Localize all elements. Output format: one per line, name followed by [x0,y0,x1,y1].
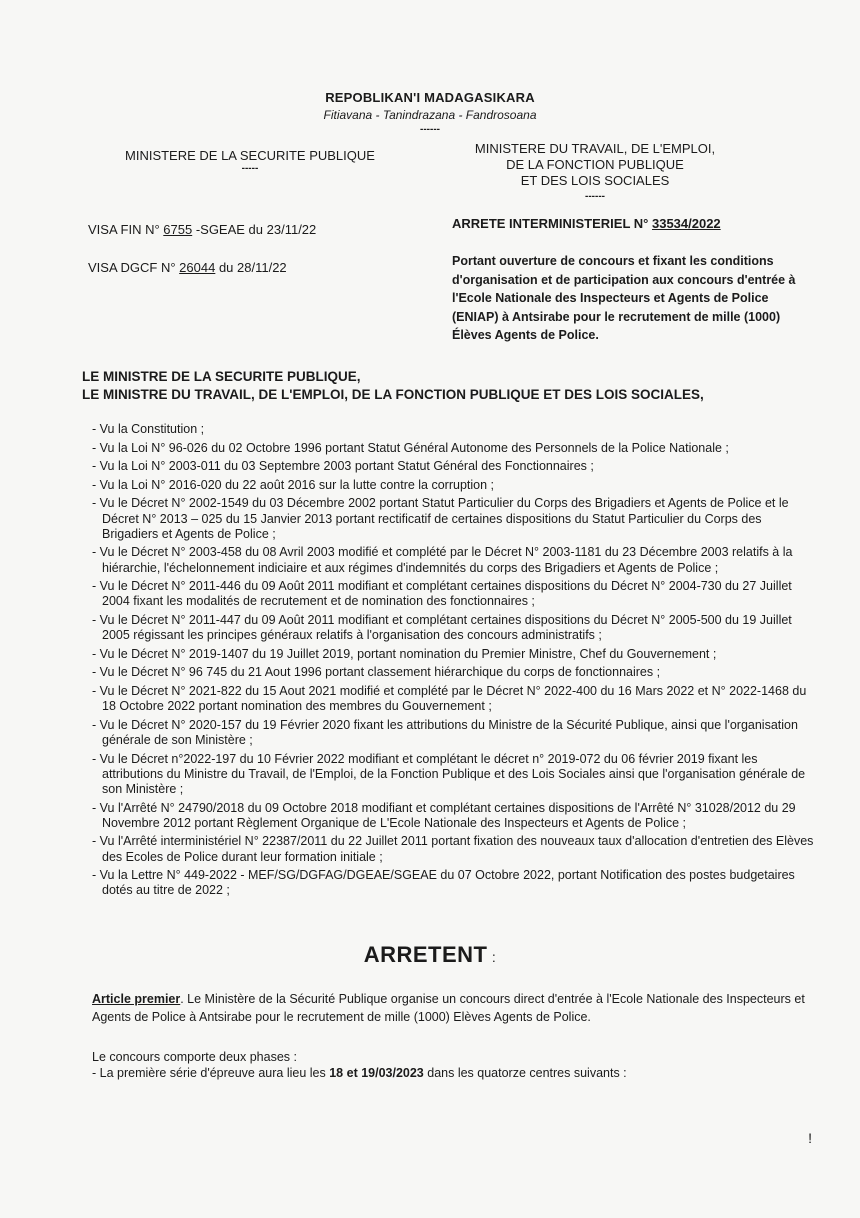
ministry-security-separator: ----- [241,163,259,174]
signatory-line: LE MINISTRE DE LA SECURITE PUBLIQUE, [82,369,361,384]
visa-fin-prefix: VISA FIN N° [88,222,164,237]
first-phase [92,1064,627,1082]
visa-fin [88,222,316,237]
visa-dgcf [88,260,287,275]
visa-dgcf-prefix: VISA DGCF N° [88,260,180,275]
considerant-item: - Vu le Décret n°2022-197 du 10 Février 2022 modifiant et complétant le décret n° 2019-072 du 06 février 2019 fixant les attributions du Ministre du Travail, de l'Emploi, de la Fonction Publique et des Lois Sociales ainsi que l'organisation générale de son Ministère ; [84,752,814,798]
considerants-list [84,422,814,902]
considerant-item: - Vu la Loi N° 96-026 du 02 Octobre 1996 portant Statut Général Autonome des Personnels de la Police Nationale ; [84,441,814,456]
decision-heading-colon: : [487,949,497,965]
ministry-labour [440,141,750,205]
considerant-item: - Vu la Loi N° 2016-020 du 22 août 2016 sur la lutte contre la corruption ; [84,478,814,493]
considerant-item: - Vu le Décret N° 2019-1407 du 19 Juillet 2019, portant nomination du Premier Ministre, Chef du Gouvernement ; [84,647,814,662]
ministry-security [125,148,375,174]
signatory-ministers [82,368,704,404]
considerant-item: - Vu la Lettre N° 449-2022 - MEF/SG/DGFAG/DGEAE/SGEAE du 07 Octobre 2022, portant Notification des postes budgetaires dotés au titre de 2022 ; [84,868,814,898]
considerant-item: - Vu le Décret N° 96 745 du 21 Aout 1996 portant classement hiérarchique du corps de fonctionnaires ; [84,665,814,680]
decision-heading [0,942,860,968]
considerant-item: - Vu le Décret N° 2020-157 du 19 Février 2020 fixant les attributions du Ministre de la Sécurité Publique, ainsi que l'organisation générale de son Ministère ; [84,718,814,748]
header-separator: ------ [420,124,440,135]
ministry-labour-line: MINISTERE DU TRAVAIL, DE L'EMPLOI, [474,141,716,156]
considerant-item: - Vu le Décret N° 2021-822 du 15 Aout 2021 modifié et complété par le Décret N° 2022-400 du 16 Mars 2022 et N° 2022-1468 du 18 Octobre 2022 portant nomination des membres du Gouvernement ; [84,684,814,714]
first-phase-prefix: - La première série d'épreuve aura lieu les [92,1066,330,1080]
visa-fin-number: 6755 [163,222,193,237]
arrete-prefix: ARRETE INTERMINISTERIEL N° [452,216,652,231]
ministry-labour-line: DE LA FONCTION PUBLIQUE [506,157,684,172]
considerant-item: - Vu la Loi N° 2003-011 du 03 Septembre 2003 portant Statut Général des Fonctionnaires ; [84,459,814,474]
republic-title: REPOBLIKAN'I MADAGASIKARA [325,90,535,105]
first-phase-dates: 18 et 19/03/2023 [329,1066,424,1080]
considerant-item: - Vu le Décret N° 2011-447 du 09 Août 2011 modifiant et complétant certaines dispositions du Décret N° 2005-500 du 19 Juillet 2005 régissant les principes généraux relatifs à l'organisation des concours administratifs ; [84,613,814,643]
margin-mark: ! [808,1130,812,1146]
arrete-number [452,216,721,231]
considerant-item: - Vu l'Arrêté interministériel N° 22387/2011 du 22 Juillet 2011 portant fixation des nouveaux taux d'allocation d'entretien des Elèves des Ecoles de Police durant leur formation initiale ; [84,834,814,864]
arrete-subject [452,252,797,345]
ministry-labour-line: ET DES LOIS SOCIALES [520,173,670,188]
arrete-subject-line: (ENIAP) à Antsirabe pour le recrutement de mille (1000) [452,309,781,324]
considerant-item: - Vu le Décret N° 2002-1549 du 03 Décembre 2002 portant Statut Particulier du Corps des Brigadiers et Agents de Police et le Décret N° 2013 – 025 du 15 Janvier 2013 portant rectificatif de certaines dispositions du Statut Particulier du Corps des Brigadiers et Agents de Police ; [84,496,814,542]
considerant-item: - Vu le Décret N° 2003-458 du 08 Avril 2003 modifié et complété par le Décret N° 2003-1181 du 23 Décembre 2003 relatifs à la hiérarchie, l'échelonnement indiciaire et aux régimes d'indemnités du corps des Brigadiers et Agents de Police ; [84,545,814,575]
arrete-subject-line: Portant ouverture de concours et fixant les conditions [452,254,774,268]
arrete-subject-line: d'organisation et de participation aux concours d'entrée à [452,272,796,287]
decision-heading-text: ARRETENT [363,942,488,967]
ministry-security-label: MINISTERE DE LA SECURITE PUBLIQUE [125,148,375,163]
first-phase-suffix: dans les quatorze centres suivants : [423,1066,627,1080]
arrete-subject-line: l'Ecole Nationale des Inspecteurs et Agents de Police [452,291,769,305]
visa-dgcf-suffix: du 28/11/22 [215,260,287,275]
ministry-labour-separator: ------ [585,191,605,202]
signatory-line: LE MINISTRE DU TRAVAIL, DE L'EMPLOI, DE LA FONCTION PUBLIQUE ET DES LOIS SOCIALES, [82,387,704,402]
visa-dgcf-number: 26044 [179,260,216,275]
arrete-subject-line: Élèves Agents de Police. [452,328,599,342]
considerant-item: - Vu l'Arrêté N° 24790/2018 du 09 Octobre 2018 modifiant et complétant certaines dispositions de l'Arrêté N° 31028/2012 du 29 Novembre 2012 portant Règlement Organique de L'Ecole Nationale des Inspecteurs et Agents de Police ; [84,801,814,831]
visa-fin-suffix: -SGEAE du 23/11/22 [192,222,317,237]
article-label: Article premier [92,992,181,1006]
arrete-number-value: 33534/2022 [651,216,721,231]
considerant-item: - Vu la Constitution ; [84,422,814,437]
article-text: . Le Ministère de la Sécurité Publique organise un concours direct d'entrée à l'Ecole Nationale des Inspecteurs et Agents de Police à Antsirabe pour le recrutement de mille (1000) Elèves Agents de Police. [92,992,805,1024]
considerant-item: - Vu le Décret N° 2011-446 du 09 Août 2011 modifiant et complétant certaines dispositions du Décret N° 2004-730 du 27 Juillet 2004 fixant les modalités de recrutement et de nomination des fonctionnaires ; [84,579,814,609]
republic-motto: Fitiavana - Tanindrazana - Fandrosoana [323,108,537,122]
article-premier [92,990,812,1026]
concours-phases: Le concours comporte deux phases : [92,1050,297,1064]
